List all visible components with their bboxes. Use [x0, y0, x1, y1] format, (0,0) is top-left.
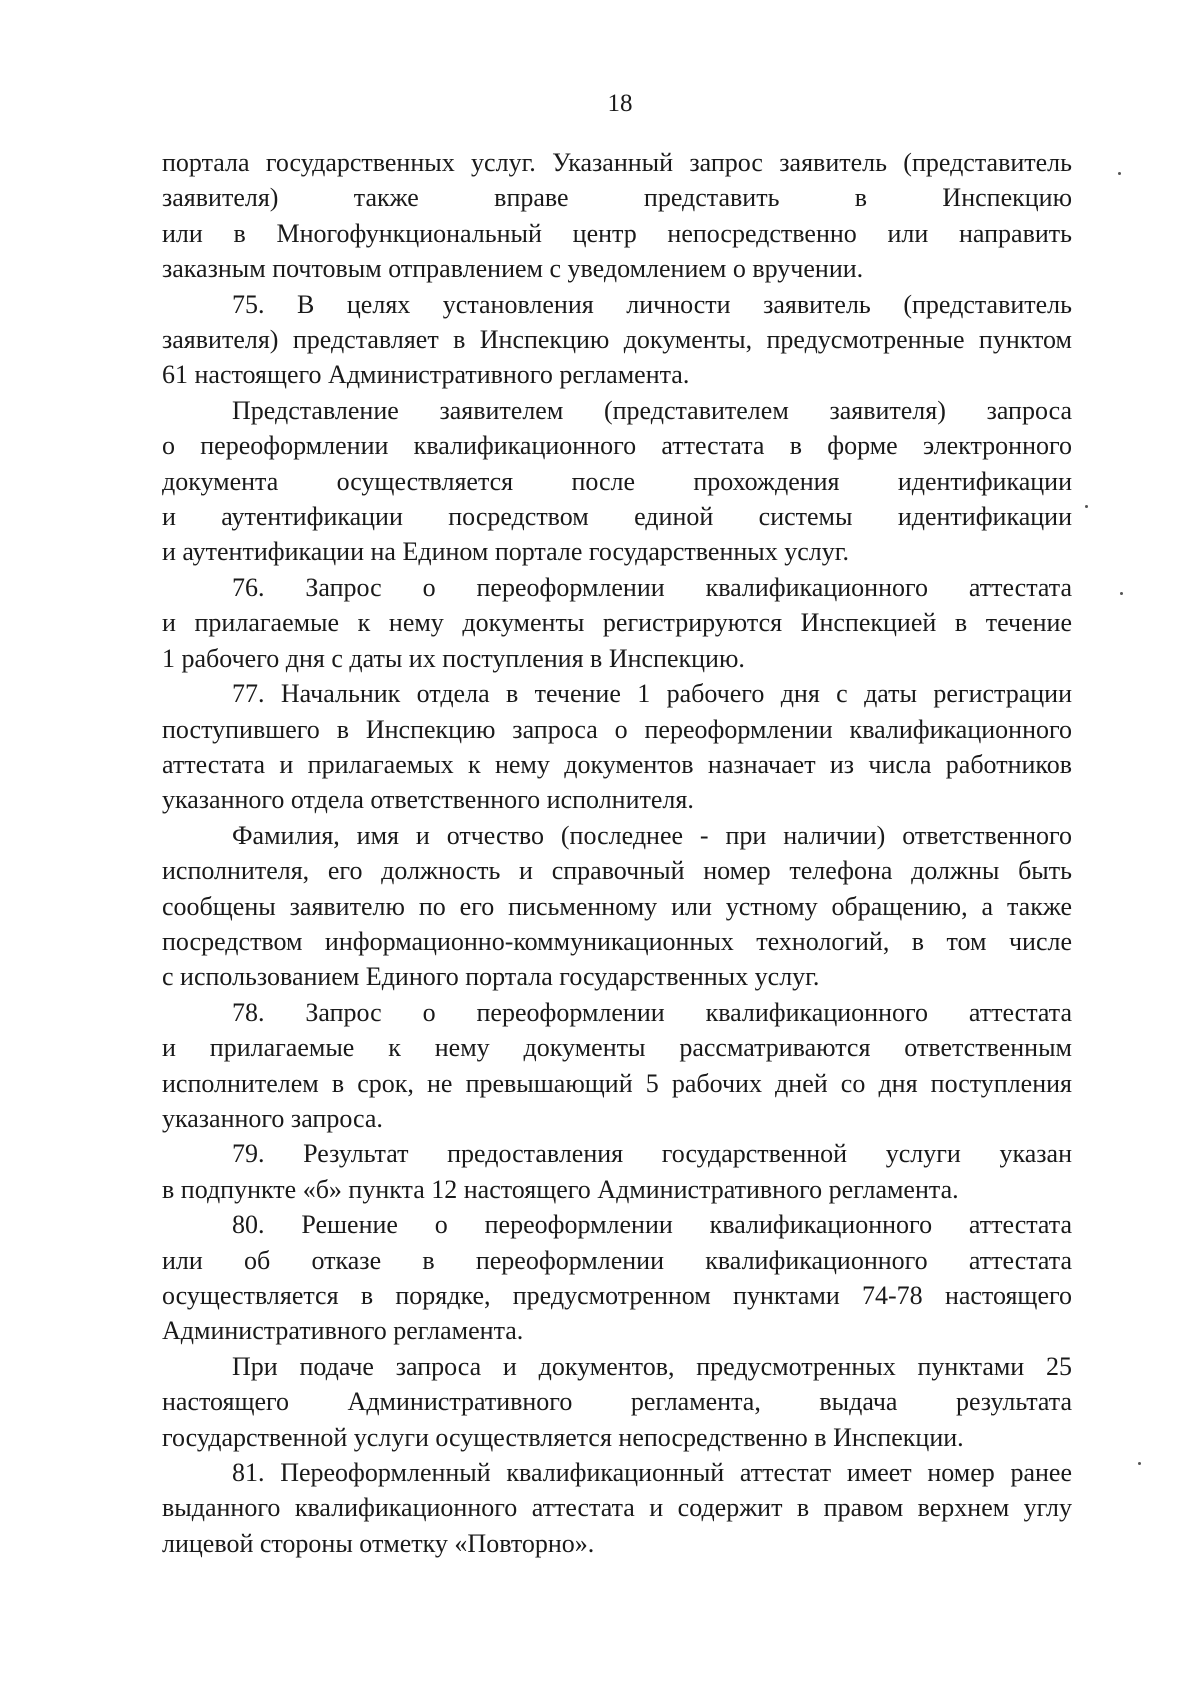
text-line: осуществляется в порядке, предусмотренном пунктами 74-78 настоящего [162, 1281, 1072, 1310]
paragraph [162, 393, 1072, 570]
scan-speck [1085, 505, 1088, 508]
text-line: указанного запроса. [162, 1103, 383, 1133]
text-line: Фамилия, имя и отчество (последнее - при наличии) ответственного [232, 820, 1072, 850]
text-line: и аутентификации посредством единой системы идентификации [162, 502, 1072, 532]
text-line: указанного отдела ответственного исполнителя. [162, 785, 694, 815]
paragraph [162, 818, 1072, 995]
text-line: исполнителем в срок, не превышающий 5 рабочих дней со дня поступления [162, 1068, 1072, 1098]
text-line: 75. В целях установления личности заявитель (представитель [232, 289, 1072, 319]
scan-speck [1138, 1462, 1141, 1465]
paragraph [162, 1349, 1072, 1455]
text-line: и прилагаемые к нему документы регистрируются Инспекцией в течение [162, 608, 1072, 638]
text-line: портала государственных услуг. Указанный запрос заявитель (представитель [162, 148, 1072, 177]
text-line: заявителя) также вправе представить в Инспекцию [162, 183, 1072, 213]
text-line: 77. Начальник отдела в течение 1 рабочего дня с даты регистрации [232, 679, 1072, 709]
text-line: 78. Запрос о переоформлении квалификационного аттестата [232, 997, 1072, 1027]
paragraph [162, 570, 1072, 676]
paragraph [162, 1455, 1072, 1561]
paragraph [162, 1136, 1072, 1207]
paragraph [162, 676, 1072, 818]
text-line: или в Многофункциональный центр непосредственно или направить [162, 218, 1072, 248]
text-line: 76. Запрос о переоформлении квалификационного аттестата [232, 572, 1072, 602]
text-line: с использованием Единого портала государственных услуг. [162, 962, 820, 992]
scan-speck [1120, 592, 1123, 595]
text-line: 81. Переоформленный квалификационный аттестат имеет номер ранее [232, 1458, 1072, 1488]
text-line: заявителя) представляет в Инспекцию документы, предусмотренные пунктом [162, 325, 1072, 355]
text-line: заказным почтовым отправлением с уведомлением о вручении. [162, 254, 864, 284]
text-line: сообщены заявителю по его письменному или устному обращению, а также [162, 891, 1072, 921]
text-line: 61 настоящего Административного регламента. [162, 360, 690, 390]
text-line: Административного регламента. [162, 1316, 524, 1346]
text-line: Представление заявителем (представителем заявителя) запроса [232, 395, 1072, 425]
text-line: документа осуществляется после прохождения идентификации [162, 466, 1072, 496]
text-line: При подаче запроса и документов, предусмотренных пунктами 25 [232, 1351, 1072, 1381]
text-line: поступившего в Инспекцию запроса о переоформлении квалификационного [162, 714, 1072, 744]
text-line: настоящего Административного регламента, выдача результата [162, 1387, 1072, 1417]
scan-speck [1118, 172, 1121, 175]
text-line: лицевой стороны отметку «Повторно». [162, 1528, 595, 1558]
page-number: 18 [607, 90, 633, 117]
text-line: в подпункте «б» пункта 12 настоящего Административного регламента. [162, 1174, 959, 1204]
text-line: о переоформлении квалификационного аттестата в форме электронного [162, 431, 1072, 461]
text-line: выданного квалификационного аттестата и содержит в правом верхнем углу [162, 1493, 1072, 1523]
text-line: и аутентификации на Едином портале государственных услуг. [162, 537, 849, 567]
text-line: 79. Результат предоставления государственной услуги указан [232, 1139, 1072, 1169]
paragraph [162, 287, 1072, 393]
text-line: или об отказе в переоформлении квалификационного аттестата [162, 1245, 1072, 1275]
text-line: государственной услуги осуществляется непосредственно в Инспекции. [162, 1422, 964, 1452]
text-line: аттестата и прилагаемых к нему документов назначает из числа работников [162, 749, 1072, 779]
paragraph [162, 145, 1072, 287]
paragraph [162, 995, 1072, 1137]
paragraph [162, 1207, 1072, 1349]
document-body [162, 145, 1072, 1561]
text-line: 1 рабочего дня с даты их поступления в Инспекцию. [162, 643, 745, 673]
text-line: и прилагаемые к нему документы рассматриваются ответственным [162, 1033, 1072, 1063]
text-line: 80. Решение о переоформлении квалификационного аттестата [232, 1210, 1072, 1240]
text-line: посредством информационно-коммуникационных технологий, в том числе [162, 926, 1072, 956]
text-line: исполнителя, его должность и справочный номер телефона должны быть [162, 856, 1072, 886]
